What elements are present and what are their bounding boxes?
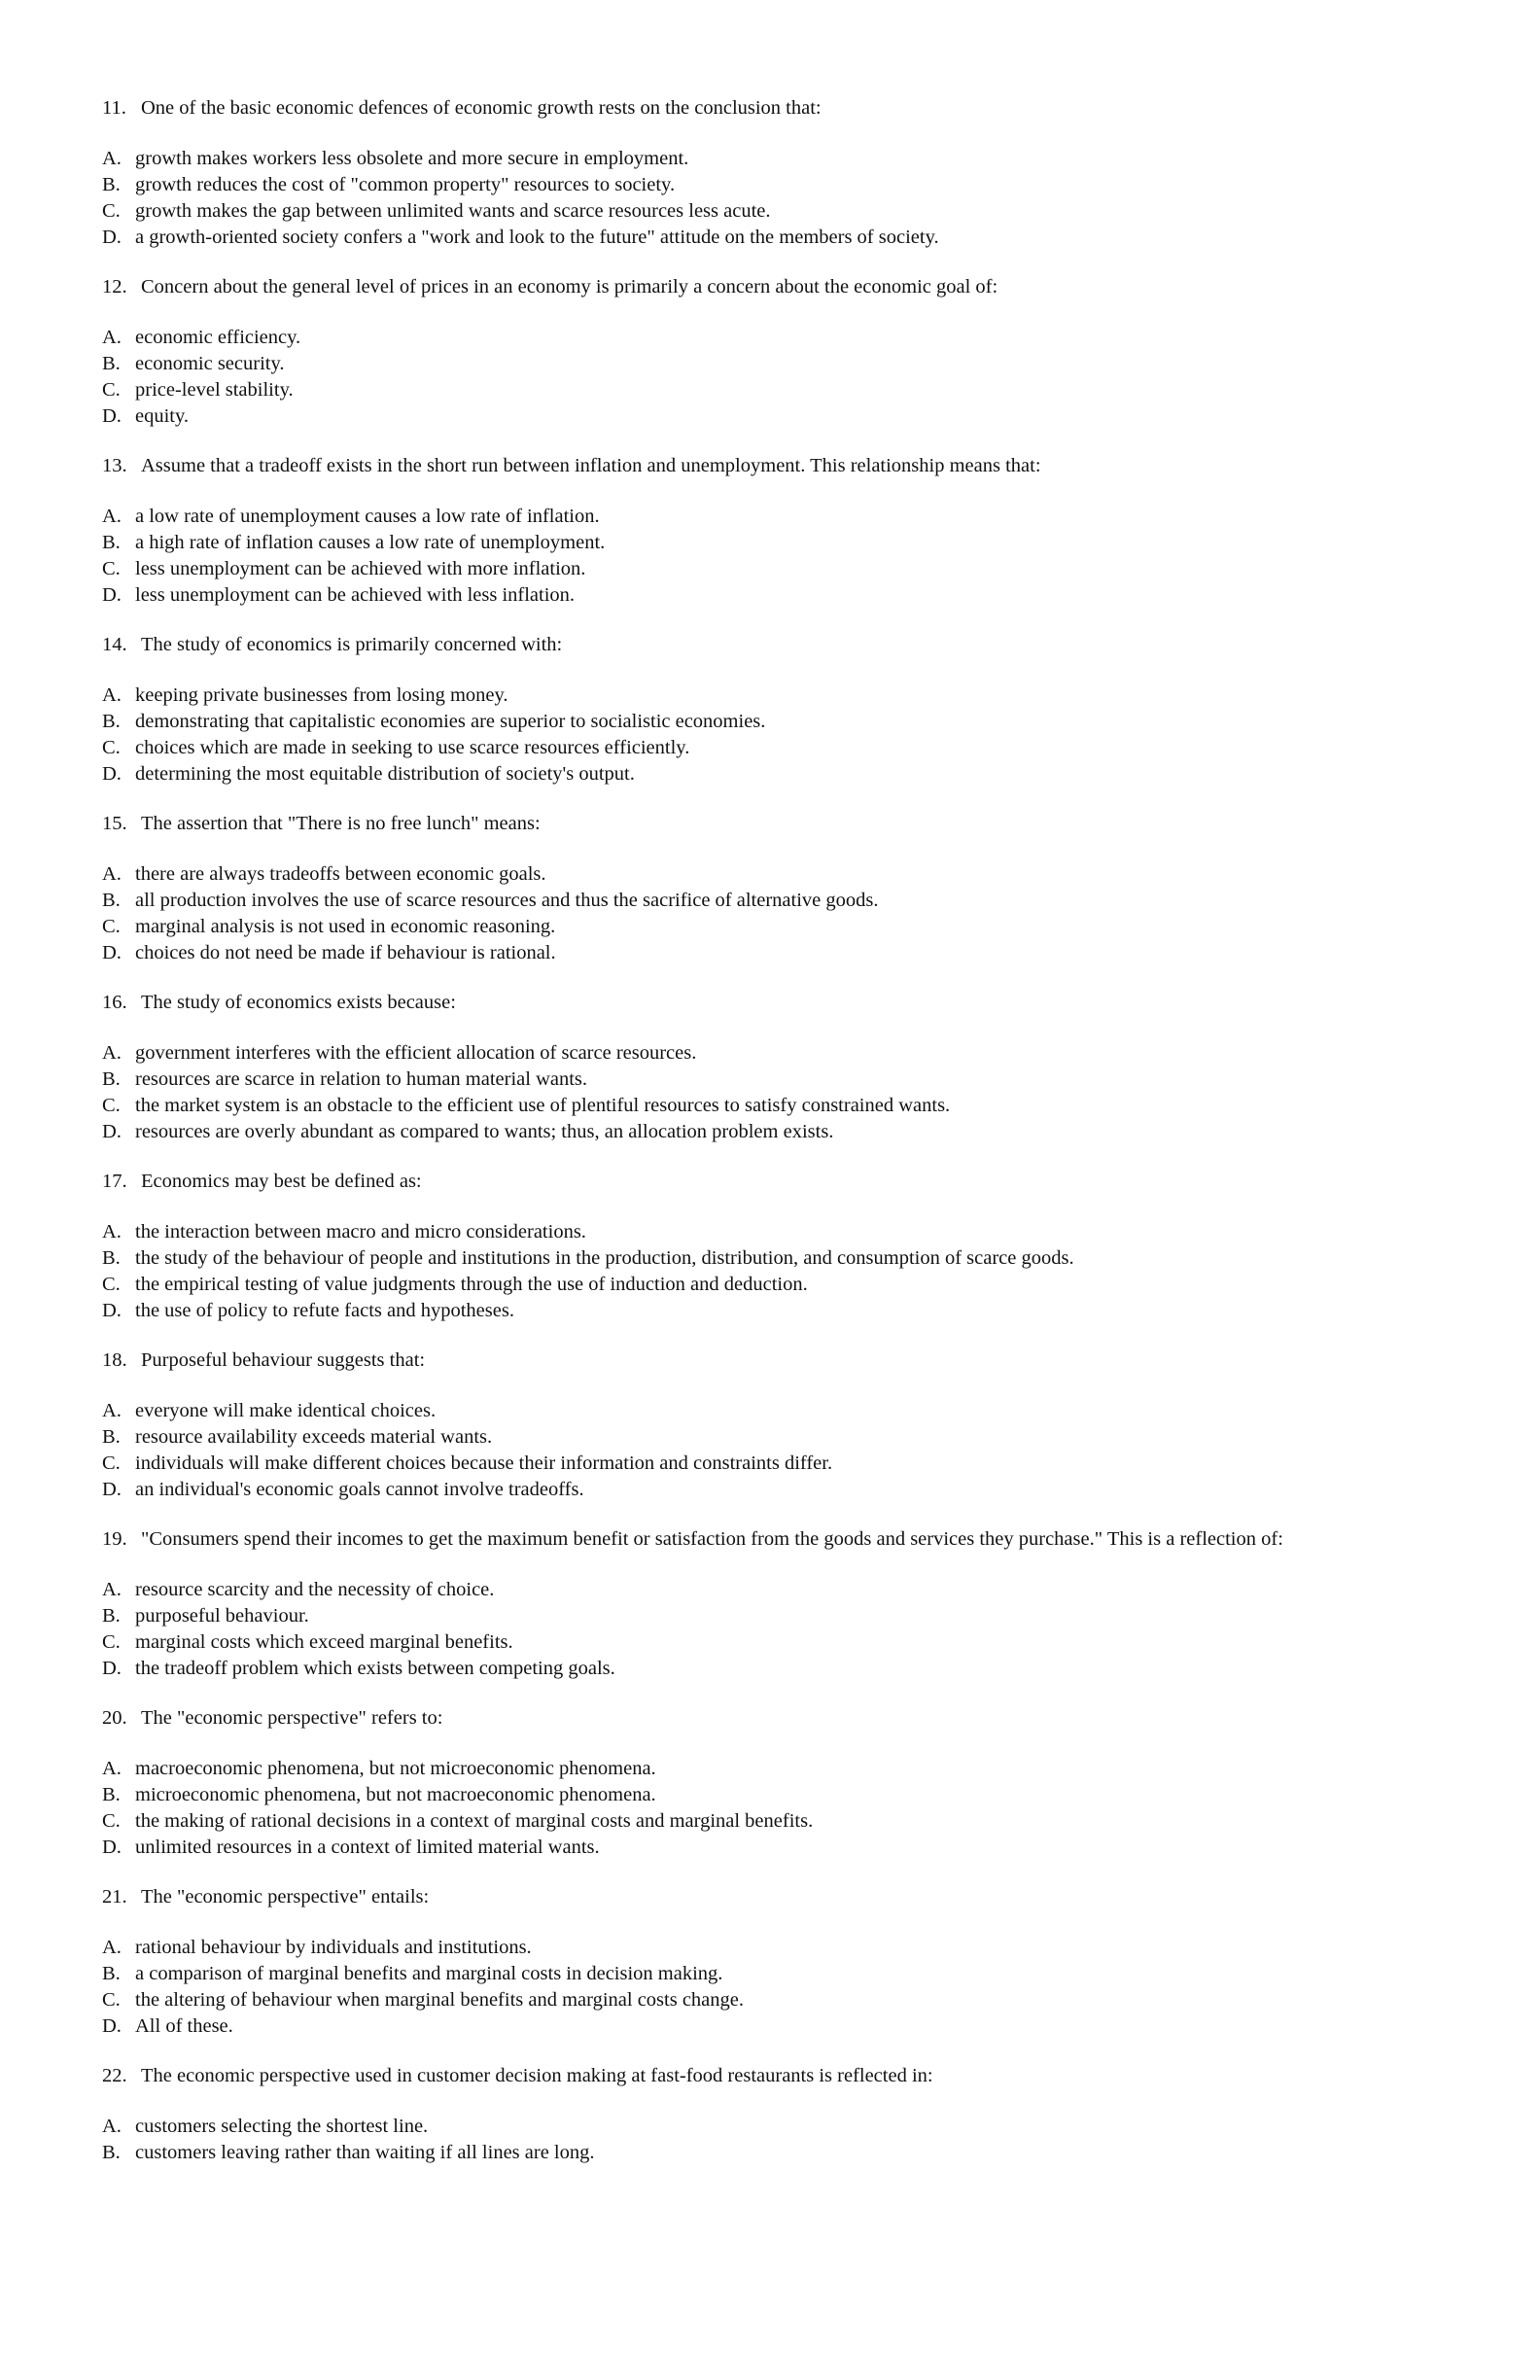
question-block <box>102 1526 1463 1682</box>
answer-options <box>102 146 1463 251</box>
option-text: growth makes workers less obsolete and more secure in employment. <box>135 148 689 169</box>
option-text: individuals will make different choices because their information and constraints differ. <box>135 1452 833 1474</box>
option-text: macroeconomic phenomena, but not microeconomic phenomena. <box>135 1758 656 1779</box>
option-text: marginal costs which exceed marginal benefits. <box>135 1631 513 1653</box>
option-text: the altering of behaviour when marginal benefits and marginal costs change. <box>135 1989 745 2011</box>
answer-option <box>102 504 1463 530</box>
option-letter: D. <box>102 584 122 606</box>
option-text: the study of the behaviour of people and institutions in the production, distribution, and consumption of scarce goods. <box>135 1247 1074 1269</box>
question-stem <box>102 95 1463 121</box>
option-text: microeconomic phenomena, but not macroeconomic phenomena. <box>135 1784 656 1805</box>
option-text: equity. <box>135 405 190 427</box>
answer-option <box>102 914 1463 940</box>
question-number: 14. <box>102 634 127 655</box>
question-stem <box>102 2063 1463 2088</box>
question-number: 19. <box>102 1528 127 1550</box>
answer-option <box>102 1577 1463 1603</box>
answer-option <box>102 1603 1463 1629</box>
answer-option <box>102 2114 1463 2140</box>
question-text: Purposeful behaviour suggests that: <box>141 1349 426 1371</box>
option-letter: B. <box>102 890 121 911</box>
question-number: 18. <box>102 1349 127 1371</box>
question-number: 22. <box>102 2065 127 2086</box>
question-text: The study of economics is primarily concerned with: <box>141 634 563 655</box>
answer-option <box>102 146 1463 172</box>
question-stem <box>102 990 1463 1015</box>
answer-option <box>102 1119 1463 1145</box>
option-text: a growth-oriented society confers a "work and look to the future" attitude on the members of society. <box>135 227 939 248</box>
option-text: keeping private businesses from losing money. <box>135 684 508 706</box>
option-letter: A. <box>102 1221 122 1242</box>
question-block <box>102 1884 1463 2040</box>
answer-options <box>102 1577 1463 1682</box>
option-letter: B. <box>102 532 121 553</box>
answer-option <box>102 530 1463 556</box>
question-stem <box>102 1526 1463 1552</box>
answer-option <box>102 403 1463 430</box>
answer-option <box>102 888 1463 914</box>
question-block <box>102 2063 1463 2166</box>
question-stem <box>102 1884 1463 1909</box>
option-text: less unemployment can be achieved with more inflation. <box>135 558 586 579</box>
question-stem <box>102 632 1463 657</box>
answer-option <box>102 2140 1463 2166</box>
option-letter: B. <box>102 1963 121 1984</box>
question-text: The "economic perspective" refers to: <box>141 1707 443 1729</box>
option-text: rational behaviour by individuals and institutions. <box>135 1937 532 1958</box>
option-letter: B. <box>102 1247 121 1269</box>
answer-option <box>102 1398 1463 1424</box>
option-text: less unemployment can be achieved with less inflation. <box>135 584 576 606</box>
option-letter: C. <box>102 558 121 579</box>
question-text: The "economic perspective" entails: <box>141 1886 430 1908</box>
answer-option <box>102 1835 1463 1861</box>
option-text: economic security. <box>135 353 285 374</box>
option-letter: D. <box>102 942 122 963</box>
option-letter: B. <box>102 353 121 374</box>
option-letter: A. <box>102 2116 122 2137</box>
answer-options <box>102 861 1463 966</box>
option-letter: C. <box>102 1989 121 2011</box>
option-text: a low rate of unemployment causes a low rate of inflation. <box>135 506 600 527</box>
answer-option <box>102 1756 1463 1782</box>
answer-option <box>102 1040 1463 1067</box>
option-text: the interaction between macro and micro considerations. <box>135 1221 586 1242</box>
answer-option <box>102 1961 1463 1987</box>
question-block <box>102 95 1463 251</box>
answer-option <box>102 351 1463 377</box>
question-block <box>102 632 1463 788</box>
option-text: customers leaving rather than waiting if all lines are long. <box>135 2142 595 2163</box>
answer-option <box>102 2013 1463 2040</box>
question-block <box>102 274 1463 430</box>
option-letter: C. <box>102 916 121 937</box>
answer-option <box>102 582 1463 609</box>
option-letter: D. <box>102 763 122 785</box>
option-text: all production involves the use of scarce resources and thus the sacrifice of alternative goods. <box>135 890 879 911</box>
answer-option <box>102 1272 1463 1298</box>
option-letter: B. <box>102 1068 121 1090</box>
option-text: government interferes with the efficient allocation of scarce resources. <box>135 1042 697 1064</box>
option-text: the use of policy to refute facts and hypotheses. <box>135 1300 514 1321</box>
question-number: 20. <box>102 1707 127 1729</box>
option-text: resource availability exceeds material wants. <box>135 1426 493 1448</box>
option-text: a high rate of inflation causes a low rate of unemployment. <box>135 532 606 553</box>
answer-option <box>102 1808 1463 1835</box>
question-text: Assume that a tradeoff exists in the short run between inflation and unemployment. This relationship means that: <box>141 455 1041 476</box>
option-text: demonstrating that capitalistic economies are superior to socialistic economies. <box>135 711 766 732</box>
option-letter: D. <box>102 1300 122 1321</box>
question-stem <box>102 1169 1463 1194</box>
option-text: price-level stability. <box>135 379 294 401</box>
option-letter: B. <box>102 711 121 732</box>
option-letter: C. <box>102 1452 121 1474</box>
option-letter: B. <box>102 1784 121 1805</box>
question-block <box>102 1705 1463 1861</box>
option-letter: D. <box>102 1658 122 1679</box>
option-text: customers selecting the shortest line. <box>135 2116 429 2137</box>
question-number: 15. <box>102 813 127 834</box>
answer-option <box>102 1656 1463 1682</box>
question-number: 13. <box>102 455 127 476</box>
answer-option <box>102 1219 1463 1245</box>
question-stem <box>102 811 1463 836</box>
answer-options <box>102 504 1463 609</box>
answer-option <box>102 1987 1463 2013</box>
option-letter: D. <box>102 227 122 248</box>
question-block <box>102 811 1463 966</box>
answer-option <box>102 682 1463 709</box>
answer-option <box>102 556 1463 582</box>
option-text: resources are overly abundant as compared to wants; thus, an allocation problem exists. <box>135 1121 834 1142</box>
option-text: a comparison of marginal benefits and marginal costs in decision making. <box>135 1963 723 1984</box>
option-letter: A. <box>102 1937 122 1958</box>
option-letter: D. <box>102 1121 122 1142</box>
question-text: The study of economics exists because: <box>141 992 456 1013</box>
answer-options <box>102 1040 1463 1145</box>
option-text: growth reduces the cost of "common property" resources to society. <box>135 174 676 195</box>
answer-option <box>102 735 1463 761</box>
answer-option <box>102 1451 1463 1477</box>
question-stem <box>102 274 1463 299</box>
question-stem <box>102 453 1463 478</box>
option-letter: D. <box>102 2015 122 2037</box>
answer-option <box>102 1477 1463 1503</box>
option-letter: D. <box>102 405 122 427</box>
option-letter: C. <box>102 200 121 222</box>
answer-options <box>102 325 1463 430</box>
option-letter: A. <box>102 148 122 169</box>
question-stem <box>102 1705 1463 1731</box>
option-letter: C. <box>102 1631 121 1653</box>
answer-option <box>102 225 1463 251</box>
answer-options <box>102 1398 1463 1503</box>
option-letter: D. <box>102 1479 122 1500</box>
option-text: resources are scarce in relation to human material wants. <box>135 1068 588 1090</box>
answer-option <box>102 1629 1463 1656</box>
question-number: 16. <box>102 992 127 1013</box>
answer-option <box>102 198 1463 225</box>
option-text: an individual's economic goals cannot involve tradeoffs. <box>135 1479 584 1500</box>
option-letter: C. <box>102 737 121 758</box>
option-letter: C. <box>102 379 121 401</box>
option-text: the market system is an obstacle to the efficient use of plentiful resources to satisfy constrained wants. <box>135 1095 951 1116</box>
answer-options <box>102 2114 1463 2166</box>
option-letter: A. <box>102 1042 122 1064</box>
option-letter: D. <box>102 1837 122 1858</box>
answer-option <box>102 1424 1463 1451</box>
answer-option <box>102 1245 1463 1272</box>
option-text: choices which are made in seeking to use scarce resources efficiently. <box>135 737 690 758</box>
option-letter: C. <box>102 1095 121 1116</box>
option-text: economic efficiency. <box>135 327 301 348</box>
answer-option <box>102 861 1463 888</box>
option-letter: A. <box>102 1758 122 1779</box>
option-text: choices do not need be made if behaviour is rational. <box>135 942 556 963</box>
answer-option <box>102 1782 1463 1808</box>
option-letter: B. <box>102 1426 121 1448</box>
option-text: purposeful behaviour. <box>135 1605 309 1627</box>
option-letter: A. <box>102 863 122 885</box>
option-text: the tradeoff problem which exists between competing goals. <box>135 1658 615 1679</box>
question-page <box>102 95 1463 2189</box>
answer-option <box>102 172 1463 198</box>
question-block <box>102 990 1463 1145</box>
answer-option <box>102 940 1463 966</box>
option-letter: B. <box>102 174 121 195</box>
option-text: All of these. <box>135 2015 233 2037</box>
option-text: everyone will make identical choices. <box>135 1400 437 1421</box>
answer-option <box>102 325 1463 351</box>
question-text: One of the basic economic defences of economic growth rests on the conclusion that: <box>141 97 822 119</box>
answer-options <box>102 1756 1463 1861</box>
option-letter: A. <box>102 1579 122 1600</box>
option-letter: A. <box>102 1400 122 1421</box>
question-text: The economic perspective used in customer decision making at fast-food restaurants is reflected in: <box>141 2065 933 2086</box>
option-text: unlimited resources in a context of limited material wants. <box>135 1837 600 1858</box>
question-number: 21. <box>102 1886 127 1908</box>
answer-options <box>102 682 1463 788</box>
question-stem <box>102 1348 1463 1373</box>
answer-options <box>102 1219 1463 1324</box>
option-letter: C. <box>102 1274 121 1295</box>
answer-option <box>102 709 1463 735</box>
question-number: 12. <box>102 276 127 298</box>
question-text: The assertion that "There is no free lunch" means: <box>141 813 541 834</box>
answer-option <box>102 1298 1463 1324</box>
option-text: the making of rational decisions in a context of marginal costs and marginal benefits. <box>135 1810 814 1832</box>
question-number: 11. <box>102 97 126 119</box>
answer-option <box>102 377 1463 403</box>
option-letter: A. <box>102 506 122 527</box>
answer-option <box>102 1093 1463 1119</box>
option-text: determining the most equitable distribution of society's output. <box>135 763 635 785</box>
option-letter: A. <box>102 684 122 706</box>
option-text: marginal analysis is not used in economic reasoning. <box>135 916 556 937</box>
question-block <box>102 453 1463 609</box>
option-letter: B. <box>102 2142 121 2163</box>
question-number: 17. <box>102 1171 127 1192</box>
answer-option <box>102 761 1463 788</box>
option-text: resource scarcity and the necessity of choice. <box>135 1579 495 1600</box>
question-text: Concern about the general level of prices in an economy is primarily a concern about the economic goal of: <box>141 276 998 298</box>
option-text: the empirical testing of value judgments through the use of induction and deduction. <box>135 1274 808 1295</box>
option-letter: B. <box>102 1605 121 1627</box>
option-letter: C. <box>102 1810 121 1832</box>
answer-options <box>102 1935 1463 2040</box>
answer-option <box>102 1067 1463 1093</box>
option-text: there are always tradeoffs between economic goals. <box>135 863 546 885</box>
question-text: Economics may best be defined as: <box>141 1171 422 1192</box>
option-text: growth makes the gap between unlimited wants and scarce resources less acute. <box>135 200 771 222</box>
question-block <box>102 1169 1463 1324</box>
answer-option <box>102 1935 1463 1961</box>
question-block <box>102 1348 1463 1503</box>
option-letter: A. <box>102 327 122 348</box>
question-text: "Consumers spend their incomes to get the maximum benefit or satisfaction from the goods and services they purchase." This is a reflection of: <box>141 1528 1283 1550</box>
